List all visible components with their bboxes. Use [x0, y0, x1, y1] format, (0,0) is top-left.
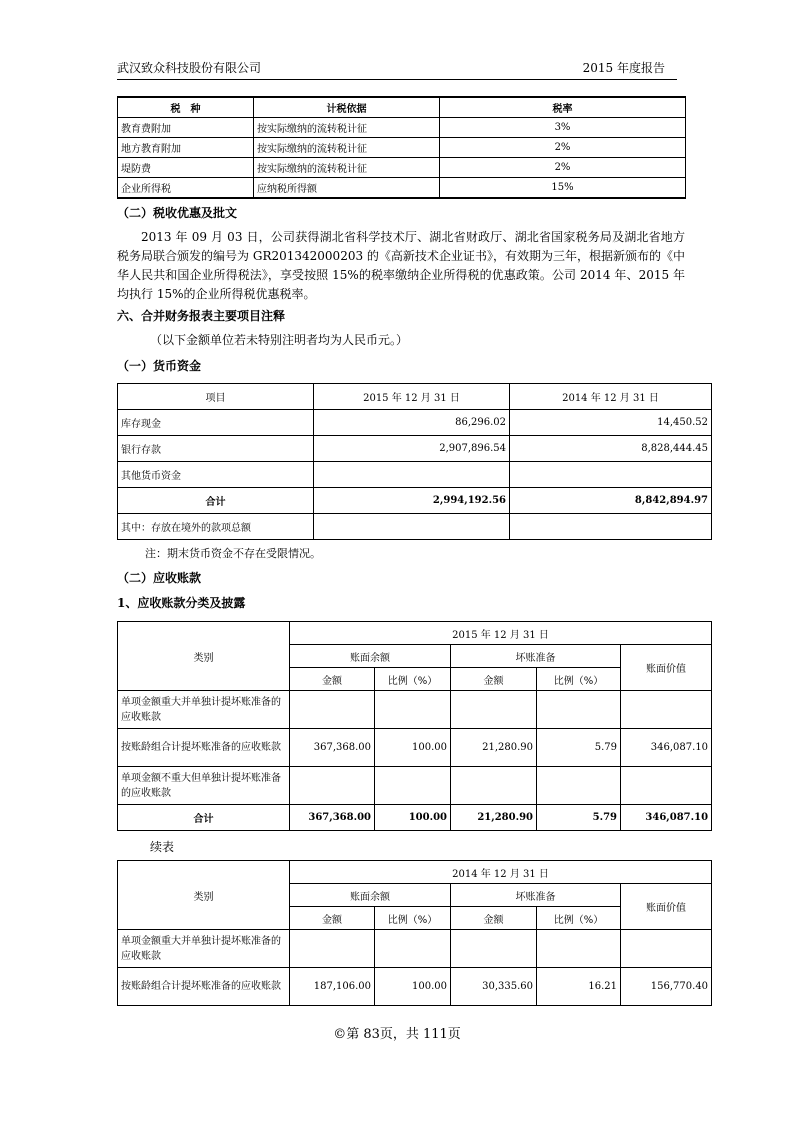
table-cell — [537, 930, 621, 968]
table-cell: 100.00 — [375, 968, 451, 1006]
table-header-cell: 金额 — [451, 668, 537, 691]
report-title: 2015 年度报告 — [582, 61, 665, 75]
table-cell: 100.00 — [375, 805, 451, 831]
table-cell: 按账龄组合计提坏账准备的应收账款 — [118, 729, 290, 767]
table-cell: 367,368.00 — [290, 805, 375, 831]
table-cell — [510, 462, 712, 488]
table-cell: 企业所得税 — [118, 178, 254, 199]
table-header-cell: 账面余额 — [290, 884, 451, 907]
table-header-cell: 金额 — [290, 668, 375, 691]
table-row — [118, 158, 686, 178]
table-cell: 2% — [440, 138, 686, 158]
table-header-cell: 税 种 — [118, 97, 254, 118]
table-header-cell: 账面价值 — [621, 884, 712, 930]
section-heading-notes: 六、合并财务报表主要项目注释 — [117, 309, 286, 323]
table-cell — [621, 930, 712, 968]
table-cell: 346,087.10 — [621, 729, 712, 767]
table-row — [118, 462, 712, 488]
table-cell — [290, 930, 375, 968]
table-cell: 8,842,894.97 — [510, 488, 712, 514]
ar-2015-table — [117, 621, 712, 831]
table-cell — [510, 514, 712, 540]
table-header-cell: 比例（%） — [375, 907, 451, 930]
table-total-row — [118, 805, 712, 831]
table-cell: 教育费附加 — [118, 118, 254, 138]
table-cell — [290, 691, 375, 729]
table-header-cell: 2015 年 12 月 31 日 — [314, 384, 510, 410]
table-header-cell: 坏账准备 — [451, 884, 621, 907]
table-cell: 187,106.00 — [290, 968, 375, 1006]
table-header-cell: 账面价值 — [621, 645, 712, 691]
table-header-cell: 类别 — [118, 861, 290, 930]
table-cell — [621, 691, 712, 729]
table-row — [118, 118, 686, 138]
table-header-cell: 比例（%） — [537, 668, 621, 691]
table-header-cell: 比例（%） — [537, 907, 621, 930]
table-cell: 5.79 — [537, 805, 621, 831]
table-cell: 按实际缴纳的流转税计征 — [254, 138, 440, 158]
table-header-row — [118, 97, 686, 118]
table-row — [118, 729, 712, 767]
table-header-cell: 坏账准备 — [451, 645, 621, 668]
table-cell: 堤防费 — [118, 158, 254, 178]
table-cell: 银行存款 — [118, 436, 314, 462]
table-row — [118, 930, 712, 968]
table-cell: 2% — [440, 158, 686, 178]
section-heading-cash: （一）货币资金 — [117, 359, 202, 373]
tax-preference-paragraph: 2013 年 09 月 03 日，公司获得湖北省科学技术厅、湖北省财政厅、湖北省国家税务局及湖北省地方税务局联合颁发的编号为 GR201342000203 的《高新技术企业证书》，有效期为三年，根据新颁布的《中华人民共和国企业所得税法》，享受按照 15%的税率缴纳企业所得税的优惠政策。公司 2014 年、2015 年均执行 15%的企业所得税优惠税率。 — [117, 230, 685, 301]
table-cell: 单项金额不重大但单独计提坏账准备的应收账款 — [118, 767, 290, 805]
table-cell: 8,828,444.45 — [510, 436, 712, 462]
table-cell: 其中：存放在境外的款项总额 — [118, 514, 314, 540]
ar-2014-table — [117, 860, 712, 1006]
table-cell: 按账龄组合计提坏账准备的应收账款 — [118, 968, 290, 1006]
cash-note: 注：期末货币资金不存在受限情况。 — [145, 547, 321, 560]
section-heading-ar-classification: 1、应收账款分类及披露 — [117, 596, 246, 610]
table-cell: 156,770.40 — [621, 968, 712, 1006]
table-cell: 367,368.00 — [290, 729, 375, 767]
table-cell: 21,280.90 — [451, 729, 537, 767]
table-header-cell: 税率 — [440, 97, 686, 118]
table-cell: 100.00 — [375, 729, 451, 767]
table-cell — [621, 767, 712, 805]
table-cell: 346,087.10 — [621, 805, 712, 831]
table-cell: 按实际缴纳的流转税计征 — [254, 118, 440, 138]
page-footer: ©第 83页，共 111页 — [333, 1027, 461, 1042]
table-row — [118, 410, 712, 436]
table-cell: 地方教育附加 — [118, 138, 254, 158]
table-cell — [314, 514, 510, 540]
table-cell: 16.21 — [537, 968, 621, 1006]
table-cell — [451, 930, 537, 968]
table-header-cell: 金额 — [451, 907, 537, 930]
table-cell: 其他货币资金 — [118, 462, 314, 488]
table-row — [118, 691, 712, 729]
continued-label: 续表 — [150, 840, 175, 854]
table-cell: 合计 — [118, 805, 290, 831]
cash-table — [117, 383, 712, 540]
table-cell: 合计 — [118, 488, 314, 514]
table-row — [118, 767, 712, 805]
table-cell — [314, 462, 510, 488]
unit-note: （以下金额单位若未特别注明者均为人民币元。） — [150, 333, 409, 347]
table-cell — [537, 767, 621, 805]
tax-rate-table — [117, 96, 686, 199]
table-header-row — [118, 384, 712, 410]
table-cell — [375, 930, 451, 968]
table-cell: 单项金额重大并单独计提坏账准备的应收账款 — [118, 930, 290, 968]
table-row — [118, 436, 712, 462]
table-row — [118, 514, 712, 540]
table-header-cell: 比例（%） — [375, 668, 451, 691]
table-cell: 30,335.60 — [451, 968, 537, 1006]
table-cell — [537, 691, 621, 729]
page-header — [117, 57, 677, 80]
table-cell — [290, 767, 375, 805]
table-cell: 单项金额重大并单独计提坏账准备的应收账款 — [118, 691, 290, 729]
table-header-cell: 类别 — [118, 622, 290, 691]
table-header-cell: 2014 年 12 月 31 日 — [510, 384, 712, 410]
table-row — [118, 178, 686, 199]
table-cell: 2,907,896.54 — [314, 436, 510, 462]
table-cell — [375, 767, 451, 805]
table-cell — [375, 691, 451, 729]
table-row — [118, 968, 712, 1006]
company-name: 武汉致众科技股份有限公司 — [117, 61, 262, 75]
table-cell: 21,280.90 — [451, 805, 537, 831]
table-row — [118, 138, 686, 158]
table-header-row — [118, 622, 712, 645]
table-header-cell: 项目 — [118, 384, 314, 410]
table-cell — [451, 767, 537, 805]
section-heading-ar: （二）应收账款 — [117, 571, 202, 585]
table-header-cell: 计税依据 — [254, 97, 440, 118]
table-header-cell: 账面余额 — [290, 645, 451, 668]
table-cell: 86,296.02 — [314, 410, 510, 436]
table-cell: 按实际缴纳的流转税计征 — [254, 158, 440, 178]
table-header-row — [118, 861, 712, 884]
section-heading-tax-preference: （二）税收优惠及批文 — [117, 206, 238, 220]
table-header-cell: 金额 — [290, 907, 375, 930]
table-cell: 库存现金 — [118, 410, 314, 436]
table-cell: 14,450.52 — [510, 410, 712, 436]
table-cell: 2,994,192.56 — [314, 488, 510, 514]
table-cell — [451, 691, 537, 729]
table-cell: 15% — [440, 178, 686, 199]
table-cell: 应纳税所得额 — [254, 178, 440, 199]
table-cell: 3% — [440, 118, 686, 138]
table-cell: 5.79 — [537, 729, 621, 767]
table-header-cell: 2015 年 12 月 31 日 — [290, 622, 712, 645]
table-header-cell: 2014 年 12 月 31 日 — [290, 861, 712, 884]
table-total-row — [118, 488, 712, 514]
